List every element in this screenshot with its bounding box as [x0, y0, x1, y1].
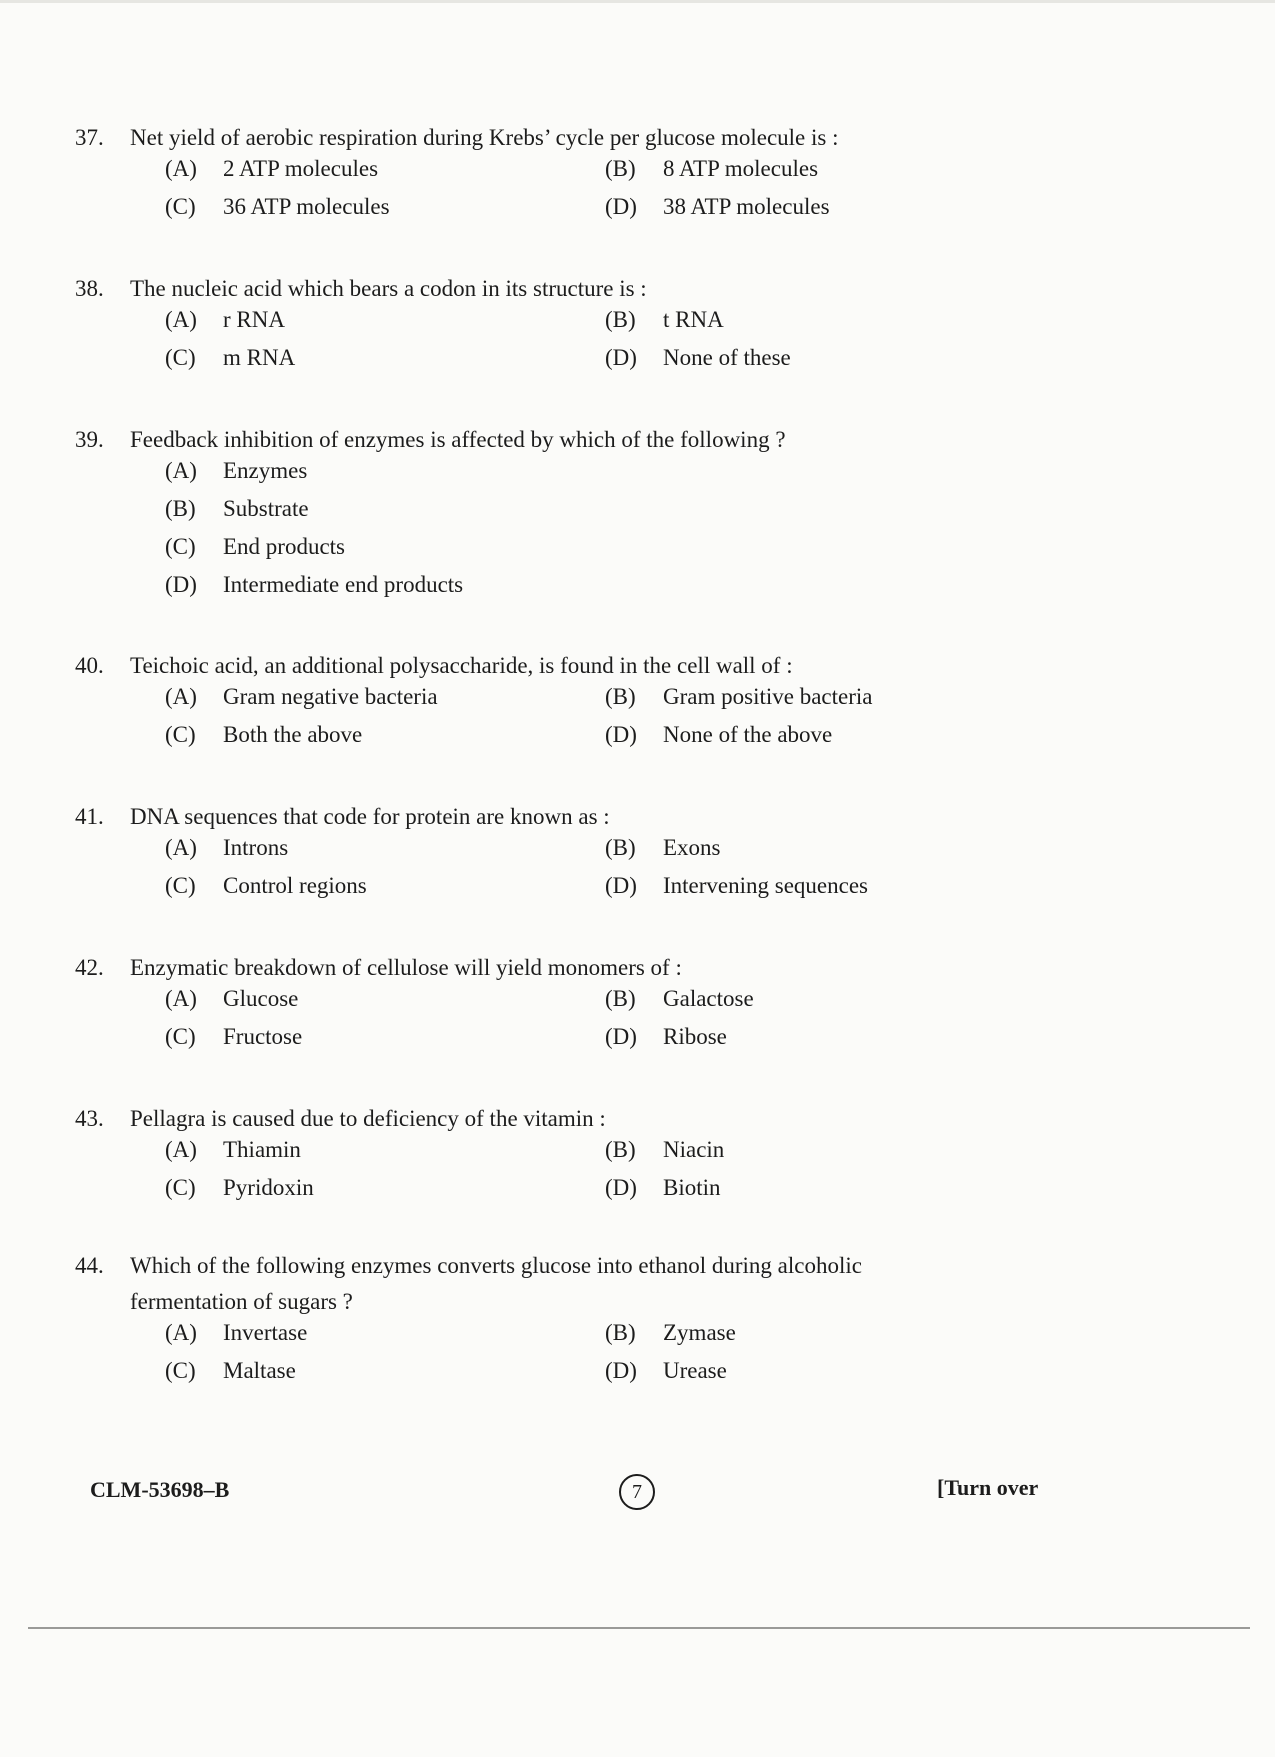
option-d: (D) None of these: [605, 345, 791, 370]
bottom-rule: [28, 1627, 1250, 1629]
question-number: 44.: [75, 1253, 104, 1278]
option-d: (D) None of the above: [605, 722, 833, 747]
question-39: [75, 422, 1125, 606]
option-b: (B) Exons: [605, 835, 721, 860]
option-a: (A) Introns: [165, 835, 289, 860]
option-c: (C) Maltase: [165, 1358, 296, 1383]
option-c: (C) End products: [165, 534, 346, 559]
question-text: Net yield of aerobic respiration during Krebs’ cycle per glucose molecule is :: [130, 125, 839, 150]
question-number: 43.: [75, 1106, 104, 1131]
option-b: (B) 8 ATP molecules: [605, 156, 819, 181]
question-number: 39.: [75, 427, 104, 452]
question-number: 42.: [75, 955, 104, 980]
paper-code: CLM-53698–B: [90, 1477, 230, 1502]
option-a: (A) Thiamin: [165, 1137, 301, 1162]
question-text: Which of the following enzymes converts glucose into ethanol during alcoholic fermentation of sugars ?: [130, 1253, 862, 1314]
question-38: [75, 271, 1125, 379]
option-a: (A) Invertase: [165, 1320, 308, 1345]
option-a: (A) r RNA: [165, 307, 285, 332]
question-text: Pellagra is caused due to deficiency of the vitamin :: [130, 1106, 606, 1131]
option-b: (B) Substrate: [165, 496, 309, 521]
option-b: (B) Gram positive bacteria: [605, 684, 873, 709]
question-40: [75, 648, 1125, 756]
question-number: 41.: [75, 804, 104, 829]
option-a: (A) Enzymes: [165, 458, 308, 483]
question-text: Feedback inhibition of enzymes is affected by which of the following ?: [130, 427, 786, 452]
question-text: Teichoic acid, an additional polysaccharide, is found in the cell wall of :: [130, 653, 793, 678]
option-b: (B) Galactose: [605, 986, 754, 1011]
question-text: The nucleic acid which bears a codon in its structure is :: [130, 276, 647, 301]
option-b: (B) Zymase: [605, 1320, 736, 1345]
option-d: (D) Urease: [605, 1358, 727, 1383]
option-b: (B) Niacin: [605, 1137, 725, 1162]
question-number: 38.: [75, 276, 104, 301]
question-number: 37.: [75, 125, 104, 150]
option-a: (A) Gram negative bacteria: [165, 684, 438, 709]
option-d: (D) Biotin: [605, 1175, 721, 1200]
question-text: Enzymatic breakdown of cellulose will yield monomers of :: [130, 955, 682, 980]
question-text: DNA sequences that code for protein are known as :: [130, 804, 610, 829]
question-number: 40.: [75, 653, 104, 678]
option-d: (D) 38 ATP molecules: [605, 194, 830, 219]
option-b: (B) t RNA: [605, 307, 724, 332]
option-c: (C) Fructose: [165, 1024, 303, 1049]
page-number: 7: [619, 1474, 655, 1510]
option-d: (D) Intermediate end products: [165, 572, 464, 597]
option-d: (D) Intervening sequences: [605, 873, 869, 898]
option-c: (C) Both the above: [165, 722, 363, 747]
question-42: [75, 950, 1125, 1058]
option-a: (A) Glucose: [165, 986, 299, 1011]
option-d: (D) Ribose: [605, 1024, 727, 1049]
option-c: (C) 36 ATP molecules: [165, 194, 390, 219]
top-rule: [0, 0, 1275, 3]
option-c: (C) Control regions: [165, 873, 367, 898]
question-43: [75, 1101, 1125, 1209]
option-c: (C) m RNA: [165, 345, 296, 370]
question-41: [75, 799, 1125, 907]
question-37: [75, 120, 1125, 228]
question-44: [75, 1248, 965, 1392]
turn-over-note: [Turn over: [937, 1475, 1039, 1500]
option-c: (C) Pyridoxin: [165, 1175, 314, 1200]
option-a: (A) 2 ATP molecules: [165, 156, 379, 181]
